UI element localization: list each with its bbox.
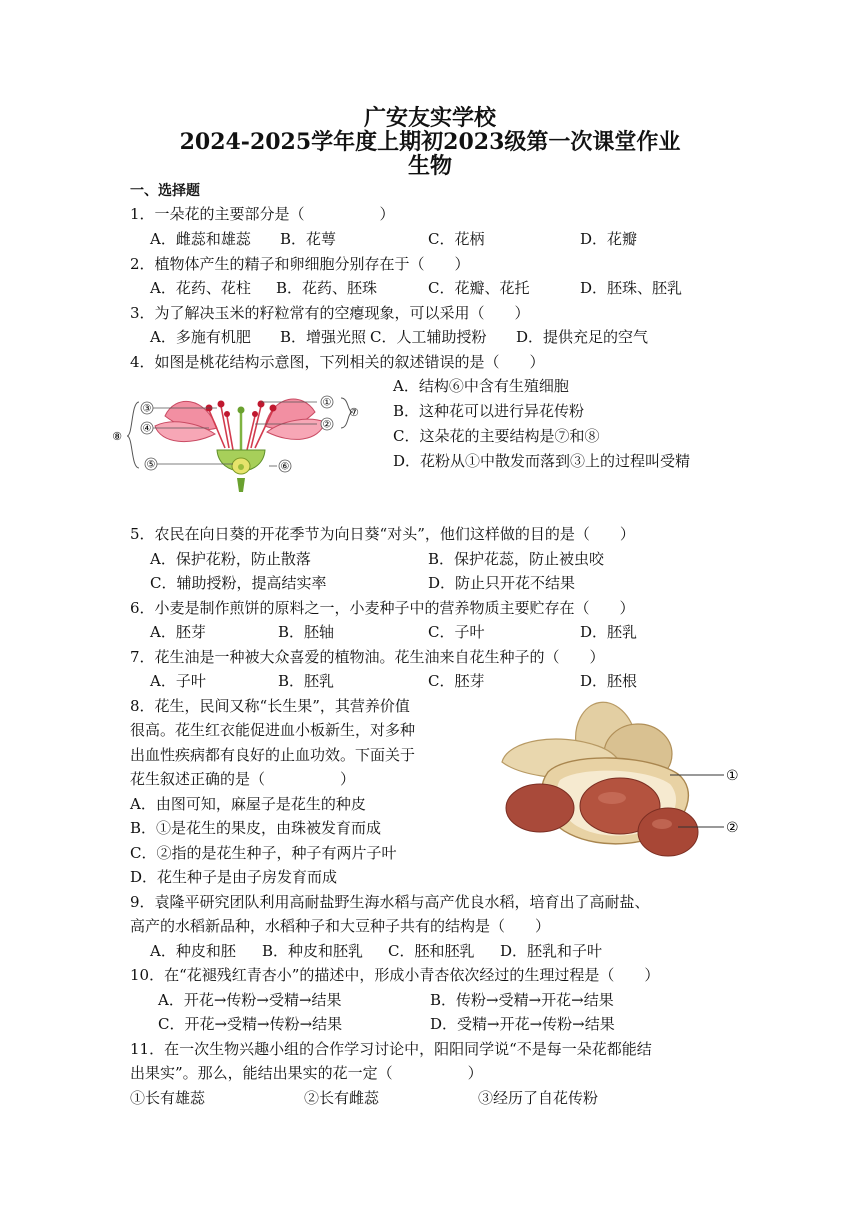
- question-1: 1．一朵花的主要部分是（ ）: [130, 205, 395, 223]
- option-b: B．胚轴: [278, 623, 335, 641]
- question-9-line-2: 高产的水稻新品种，水稻种子和大豆种子共有的结构是（ ）: [130, 917, 551, 935]
- subject-title: 生物: [407, 153, 452, 179]
- option-d: D．受精→开花→传粉→结果: [430, 1015, 615, 1033]
- option-c: C．开花→受精→传粉→结果: [158, 1015, 343, 1033]
- option-a: A．花药、花柱: [150, 279, 251, 297]
- peach-flower-diagram: [105, 388, 359, 492]
- option-c: C．胚和胚乳: [388, 942, 475, 960]
- question-3-options: [150, 327, 648, 347]
- question-11-options: [130, 1088, 598, 1108]
- flower-label-1: ①: [322, 397, 332, 409]
- question-2: 2．植物体产生的精子和卵细胞分别存在于（ ）: [130, 255, 470, 273]
- question-8-line-4: 花生叙述正确的是（ ）: [130, 770, 356, 788]
- question-2-options: [150, 278, 682, 298]
- option-d: D．胚珠、胚乳: [580, 279, 683, 297]
- option-1: ①长有雄蕊: [130, 1089, 206, 1107]
- flower-label-3: ③: [142, 403, 152, 415]
- question-7: 7．花生油是一种被大众喜爱的植物油。花生油来自花生种子的（ ）: [130, 648, 605, 666]
- flower-label-5: ⑤: [146, 459, 156, 471]
- question-11-line-2: 出果实”。那么，能结出果实的花一定（ ）: [130, 1064, 483, 1082]
- question-5: 5．农民在向日葵的开花季节为向日葵“对头”，他们这样做的目的是（ ）: [130, 525, 635, 543]
- option-b: B．①是花生的果皮，由珠被发育而成: [130, 819, 382, 837]
- option-d: D．花生种子是由子房发育而成: [130, 868, 338, 886]
- option-2: ②长有雌蕊: [304, 1089, 380, 1107]
- peanut-photo: [488, 702, 748, 864]
- question-6-options: [150, 622, 637, 642]
- flower-label-7: ⑦: [349, 406, 359, 419]
- option-a: A．多施有机肥: [150, 328, 251, 346]
- option-a: A．子叶: [150, 672, 206, 690]
- option-b: B．保护花蕊，防止被虫咬: [428, 550, 605, 568]
- question-4: 4．如图是桃花结构示意图，下列相关的叙述错误的是（ ）: [130, 353, 545, 371]
- flower-label-6: ⑥: [280, 461, 290, 473]
- option-a: A．雌蕊和雄蕊: [150, 230, 251, 248]
- option-a: A．结构⑥中含有生殖细胞: [393, 377, 569, 395]
- question-10-options-row1: [158, 990, 614, 1010]
- school-name: 广安友实学校: [363, 105, 496, 131]
- question-3: 3．为了解决玉米的籽粒常有的空瘪现象，可以采用（ ）: [130, 304, 530, 322]
- option-a: A．保护花粉，防止散落: [150, 550, 311, 568]
- option-a: A．种皮和胚: [150, 942, 236, 960]
- option-a: A．开花→传粉→受精→结果: [158, 991, 342, 1009]
- flower-label-2: ②: [322, 419, 332, 431]
- question-8-line-2: 很高。花生红衣能促进血小板新生，对多种: [130, 721, 416, 739]
- option-d: D．提供充足的空气: [516, 328, 649, 346]
- option-b: B．增强光照: [280, 328, 367, 346]
- question-1-options: [150, 229, 637, 249]
- option-d: D．胚乳和子叶: [500, 942, 603, 960]
- option-b: B．传粉→受精→开花→结果: [430, 991, 614, 1009]
- option-c: C．人工辅助授粉: [370, 328, 487, 346]
- peanut-label-2: ②: [726, 820, 739, 836]
- option-b: B．花药、胚珠: [276, 279, 378, 297]
- question-8-line-1: 8．花生，民间又称“长生果”，其营养价值: [130, 697, 410, 715]
- option-b: B．花萼: [280, 230, 337, 248]
- option-d: D．防止只开花不结果: [428, 574, 576, 592]
- flower-label-8: ⑧: [112, 430, 122, 443]
- question-7-options: [150, 671, 637, 691]
- option-c: C．花瓣、花托: [428, 279, 530, 297]
- option-a: A．由图可知，麻屋子是花生的种皮: [130, 795, 366, 813]
- option-a: A．胚芽: [150, 623, 206, 641]
- question-9-line-1: 9．袁隆平研究团队利用高耐盐野生海水稻与高产优良水稻，培育出了高耐盐、: [130, 893, 650, 911]
- option-c: C．②指的是花生种子，种子有两片子叶: [130, 844, 397, 862]
- term-title: 2024-2025学年度上期初2023级第一次课堂作业: [179, 129, 681, 155]
- question-6: 6．小麦是制作煎饼的原料之一，小麦种子中的营养物质主要贮存在（ ）: [130, 599, 635, 617]
- peanut-label-1: ①: [726, 768, 739, 784]
- option-c: C．胚芽: [428, 672, 485, 690]
- option-b: B．这种花可以进行异花传粉: [393, 402, 585, 420]
- option-b: B．种皮和胚乳: [262, 942, 364, 960]
- option-3: ③经历了自花传粉: [478, 1089, 599, 1107]
- question-10: 10．在“花褪残红青杏小”的描述中，形成小青杏依次经过的生理过程是（ ）: [130, 966, 660, 984]
- option-c: C．花柄: [428, 230, 485, 248]
- option-c: C．这朵花的主要结构是⑦和⑧: [393, 427, 600, 445]
- option-d: D．花粉从①中散发而落到③上的过程叫受精: [393, 452, 691, 470]
- option-c: C．辅助授粉，提高结实率: [150, 574, 327, 592]
- section-title: 一、选择题: [130, 183, 200, 199]
- option-d: D．花瓣: [580, 230, 638, 248]
- question-5-options-row2: [150, 573, 575, 593]
- question-11-line-1: 11．在一次生物兴趣小组的合作学习讨论中，阳阳同学说“不是每一朵花都能结: [130, 1040, 652, 1058]
- question-5-options-row1: [150, 549, 604, 569]
- question-9-options: [150, 941, 602, 961]
- option-c: C．子叶: [428, 623, 485, 641]
- option-d: D．胚乳: [580, 623, 638, 641]
- flower-label-4: ④: [142, 423, 152, 435]
- question-10-options-row2: [158, 1014, 615, 1034]
- option-d: D．胚根: [580, 672, 638, 690]
- question-8-line-3: 出血性疾病都有良好的止血功效。下面关于: [130, 746, 416, 764]
- option-b: B．胚乳: [278, 672, 335, 690]
